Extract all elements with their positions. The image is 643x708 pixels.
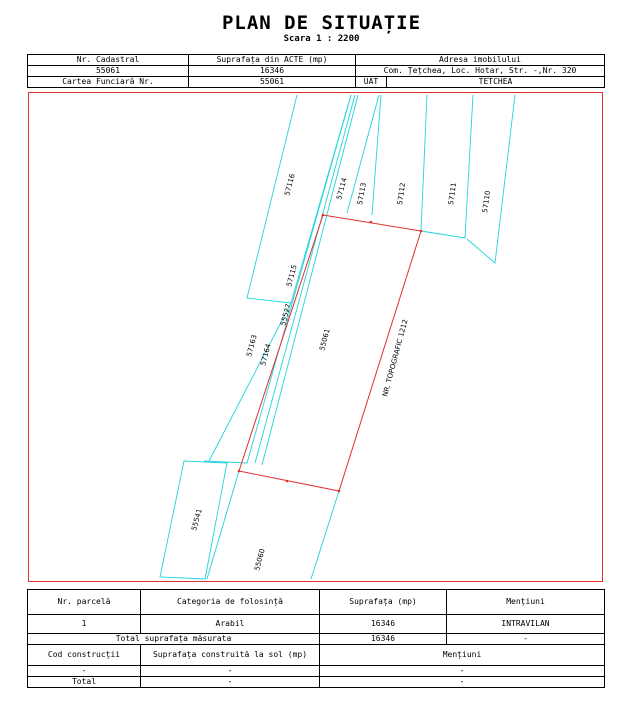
- col-construction-code-header: Cod construcții: [28, 645, 141, 666]
- parcel-vertex-1: [322, 214, 325, 217]
- neighbor-boundary-57110: [467, 95, 515, 263]
- parcel-vertex-3: [420, 230, 423, 233]
- total-mentions: -: [447, 634, 605, 645]
- address-label: Adresa imobilului: [356, 55, 605, 66]
- property-info-table: [27, 54, 605, 88]
- label-neighbor-11: 55060: [253, 547, 267, 572]
- row-category: Arabil: [141, 615, 320, 634]
- label-neighbor-1: 57114: [335, 176, 349, 201]
- col-construction-mentions-header: Mențiuni: [320, 645, 605, 666]
- label-neighbor-0: 57116: [283, 172, 297, 197]
- cadastral-label: Nr. Cadastral: [28, 55, 189, 66]
- site-plan-svg: [29, 93, 603, 582]
- neighbor-boundary-57113: [372, 95, 381, 215]
- construction-total-area: -: [141, 677, 320, 688]
- label-neighbor-2: 57113: [356, 182, 368, 206]
- construction-code: -: [28, 666, 141, 677]
- construction-area: -: [141, 666, 320, 677]
- neighbor-boundary-57112: [421, 95, 427, 231]
- row-mentions: INTRAVILAN: [447, 615, 605, 634]
- cf-value: 55061: [189, 77, 356, 88]
- parcels-table: [27, 589, 605, 688]
- col-area-header: Suprafața (mp): [320, 590, 447, 615]
- label-neighbor-5: 57110: [481, 190, 493, 214]
- scale-text: Scara 1 : 2200: [283, 34, 360, 44]
- neighbor-boundary-corridor-left: [204, 95, 351, 463]
- neighbor-boundary-55060-east: [311, 491, 339, 579]
- uat-value: TETCHEA: [387, 77, 605, 88]
- neighbor-boundary-north-edge: [421, 231, 465, 238]
- neighbor-boundary-55060-west: [207, 471, 239, 579]
- cadastral-value: 55061: [28, 66, 189, 77]
- row-area: 16346: [320, 615, 447, 634]
- table-row: [28, 666, 605, 677]
- area-value: 16346: [189, 66, 356, 77]
- row-nr: 1: [28, 615, 141, 634]
- col-parcel-header: Nr. parcelă: [28, 590, 141, 615]
- label-neighbor-6: 57115: [285, 263, 299, 288]
- page-title: PLAN DE SITUAȚIE: [221, 12, 422, 34]
- label-parcel: 55061: [318, 327, 332, 352]
- construction-total-label: Total: [28, 677, 141, 688]
- area-label: Suprafața din ACTE (mp): [189, 55, 356, 66]
- col-mentions-header: Mențiuni: [447, 590, 605, 615]
- site-plan-drawing: [28, 92, 603, 582]
- neighbor-boundary-corridor-2: [255, 95, 355, 463]
- parcel-vertex-4: [338, 490, 341, 493]
- parcel-vertex-5: [238, 470, 241, 473]
- neighbor-lines: [160, 95, 515, 579]
- construction-mentions: -: [320, 666, 605, 677]
- table-row: [28, 615, 605, 634]
- col-category-header: Categoria de folosință: [141, 590, 320, 615]
- label-topo: NR. TOPOGRAFIC 1212: [381, 318, 410, 398]
- label-neighbor-7: 55527: [279, 302, 293, 327]
- label-neighbor-4: 57111: [447, 182, 459, 206]
- uat-label: UAT: [356, 77, 387, 88]
- label-neighbor-10: 55541: [190, 507, 204, 532]
- col-built-area-header: Suprafața construită la sol (mp): [141, 645, 320, 666]
- total-area-value: 16346: [320, 634, 447, 645]
- label-neighbor-8: 57163: [245, 333, 259, 358]
- label-neighbor-9: 57164: [259, 342, 273, 367]
- cf-label: Cartea Funciară Nr.: [28, 77, 189, 88]
- total-area-label: Total suprafața măsurata: [28, 634, 320, 645]
- parcel-vertex-2: [370, 221, 373, 224]
- construction-total-mentions: -: [320, 677, 605, 688]
- address-value: Com. Țețchea, Loc. Hotar, Str. -,Nr. 320: [356, 66, 605, 77]
- parcel-vertex-6: [286, 480, 289, 483]
- label-neighbor-3: 57112: [396, 182, 408, 206]
- neighbor-boundary-corridor-3: [262, 95, 358, 465]
- neighbor-boundary-57111: [465, 95, 473, 238]
